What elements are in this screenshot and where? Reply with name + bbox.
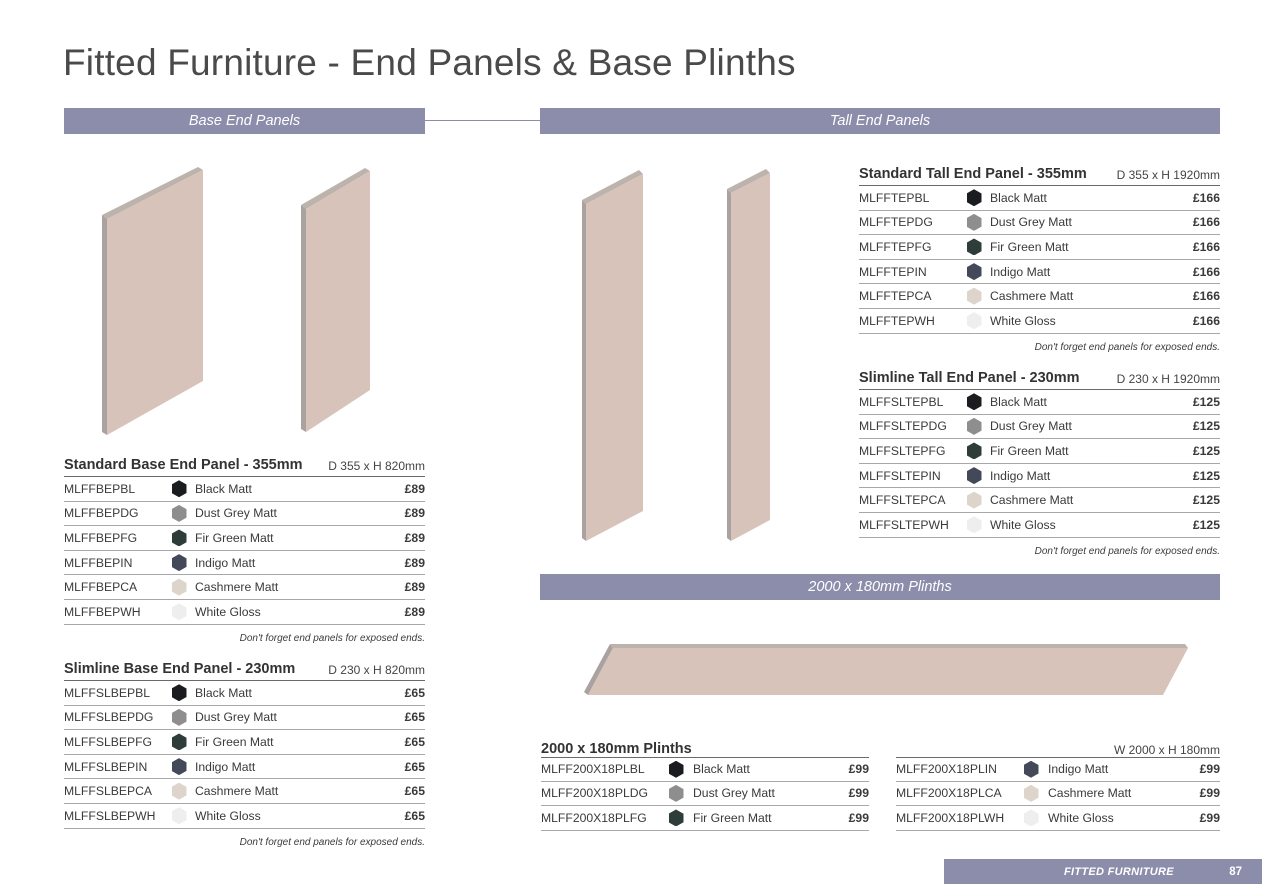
colour-swatch-icon [172, 733, 187, 750]
product-code: MLFFSLBEPBL [64, 685, 151, 700]
price: £166 [1192, 215, 1220, 230]
colour-swatch-icon [669, 761, 684, 778]
colour-swatch-icon [172, 505, 187, 522]
product-code: MLFF200X18PLBL [541, 762, 645, 777]
colour-name: Fir Green Matt [990, 239, 1069, 254]
colour-name: Black Matt [693, 762, 750, 777]
price: £89 [404, 506, 425, 521]
table-header [64, 659, 425, 681]
price: £166 [1192, 239, 1220, 254]
product-code: MLFFSLBEPDG [64, 710, 154, 725]
price: £166 [1192, 289, 1220, 304]
table-row [859, 309, 1220, 334]
table-row [859, 284, 1220, 309]
band-connector-line [425, 120, 540, 121]
swatch-cell [959, 418, 989, 435]
standard-tall-panel-image [575, 165, 650, 547]
product-code: MLFFBEPFG [64, 530, 138, 545]
price: £166 [1192, 264, 1220, 279]
product-code: MLFFBEPCA [64, 580, 138, 595]
swatch-cell [1018, 809, 1044, 826]
price: £89 [404, 555, 425, 570]
band-plinths: 2000 x 180mm Plinths [540, 574, 1220, 600]
colour-name: Indigo Matt [990, 264, 1051, 279]
price: £99 [1199, 786, 1220, 801]
table-title: Standard Base End Panel - 355mm [64, 457, 303, 473]
product-code: MLFFBEPWH [64, 604, 141, 619]
price: £99 [1199, 762, 1220, 777]
price: £125 [1192, 468, 1220, 483]
table-header [859, 368, 1220, 390]
swatch-cell [959, 492, 989, 509]
colour-name: Cashmere Matt [195, 784, 279, 799]
product-code: MLFFBEPBL [64, 481, 136, 496]
product-code: MLFF200X18PLIN [896, 762, 997, 777]
swatch-cell [164, 505, 194, 522]
colour-swatch-icon [967, 238, 982, 255]
product-code: MLFF200X18PLWH [896, 810, 1005, 825]
swatch-cell [959, 189, 989, 206]
table-row [64, 730, 425, 755]
swatch-cell [164, 684, 194, 701]
colour-swatch-icon [172, 684, 187, 701]
colour-swatch-icon [967, 393, 982, 410]
colour-swatch-icon [172, 709, 187, 726]
table-header [859, 164, 1220, 186]
table-row [64, 551, 425, 576]
table-row [64, 526, 425, 551]
table-row [541, 782, 869, 807]
colour-swatch-icon [967, 214, 982, 231]
product-code: MLFFBEPIN [64, 555, 133, 570]
table-header [64, 455, 425, 477]
price: £99 [848, 762, 869, 777]
slimline-base-end-panel-table [64, 659, 425, 848]
swatch-cell [164, 733, 194, 750]
price: £125 [1192, 517, 1220, 532]
standard-base-panel-image [95, 160, 210, 440]
plinths-table-header [541, 735, 1220, 757]
band-tall-end-panels: Tall End Panels [540, 108, 1220, 134]
exposed-ends-note: Don't forget end panels for exposed ends. [239, 836, 425, 848]
table-row [64, 600, 425, 625]
plinths-table-right [896, 757, 1220, 831]
table-row [859, 464, 1220, 489]
colour-name: Dust Grey Matt [195, 506, 277, 521]
product-code: MLFFSLBEPIN [64, 759, 148, 774]
table-rows [859, 390, 1220, 538]
price: £166 [1192, 190, 1220, 205]
swatch-cell [959, 393, 989, 410]
colour-name: Black Matt [990, 394, 1047, 409]
swatch-cell [959, 442, 989, 459]
colour-swatch-icon [967, 189, 982, 206]
swatch-cell [164, 709, 194, 726]
colour-name: Cashmere Matt [990, 289, 1074, 304]
page-title: Fitted Furniture - End Panels & Base Plinths [63, 42, 796, 83]
colour-swatch-icon [967, 312, 982, 329]
product-code: MLFFTEPBL [859, 190, 930, 205]
colour-name: Cashmere Matt [1048, 786, 1132, 801]
exposed-ends-note: Don't forget end panels for exposed ends. [1034, 545, 1220, 557]
swatch-cell [164, 579, 194, 596]
price: £99 [1199, 810, 1220, 825]
price: £125 [1192, 394, 1220, 409]
table-title: Standard Tall End Panel - 355mm [859, 166, 1087, 182]
colour-swatch-icon [172, 529, 187, 546]
plinth-top-edge [610, 644, 1188, 648]
price: £65 [404, 734, 425, 749]
colour-name: Black Matt [990, 190, 1047, 205]
swatch-cell [663, 785, 689, 802]
price: £125 [1192, 493, 1220, 508]
colour-swatch-icon [172, 807, 187, 824]
colour-swatch-icon [967, 418, 982, 435]
colour-name: Indigo Matt [990, 468, 1051, 483]
table-dimensions: D 230 x H 820mm [328, 663, 425, 677]
product-code: MLFFSLTEPDG [859, 419, 947, 434]
panel-side-edge [727, 189, 731, 541]
table-row [859, 513, 1220, 538]
footer-section-label: FITTED FURNITURE [1064, 865, 1174, 878]
swatch-cell [959, 312, 989, 329]
price: £89 [404, 604, 425, 619]
price: £125 [1192, 443, 1220, 458]
price: £99 [848, 810, 869, 825]
colour-swatch-icon [967, 442, 982, 459]
swatch-cell [959, 516, 989, 533]
table-row [541, 806, 869, 831]
table-row [64, 706, 425, 731]
colour-name: Cashmere Matt [195, 580, 279, 595]
page-number: 87 [1229, 865, 1242, 878]
swatch-cell [663, 809, 689, 826]
table-row [859, 235, 1220, 260]
colour-swatch-icon [967, 467, 982, 484]
colour-swatch-icon [172, 783, 187, 800]
panel-side-edge [102, 215, 107, 435]
table-title: Slimline Base End Panel - 230mm [64, 661, 296, 677]
colour-swatch-icon [967, 288, 982, 305]
colour-swatch-icon [172, 554, 187, 571]
swatch-cell [164, 758, 194, 775]
colour-name: Fir Green Matt [990, 443, 1069, 458]
product-code: MLFFBEPDG [64, 506, 139, 521]
product-code: MLFFSLBEPWH [64, 808, 156, 823]
price: £65 [404, 759, 425, 774]
swatch-cell [164, 480, 194, 497]
colour-swatch-icon [669, 809, 684, 826]
colour-name: Black Matt [195, 481, 252, 496]
table-dimensions: D 230 x H 1920mm [1116, 372, 1220, 386]
exposed-ends-note: Don't forget end panels for exposed ends. [239, 632, 425, 644]
slimline-tall-panel-image [722, 165, 777, 547]
swatch-cell [164, 554, 194, 571]
colour-name: White Gloss [990, 517, 1056, 532]
swatch-cell [1018, 785, 1044, 802]
table-title: Slimline Tall End Panel - 230mm [859, 370, 1080, 386]
swatch-cell [663, 761, 689, 778]
table-row [64, 477, 425, 502]
price: £125 [1192, 419, 1220, 434]
colour-swatch-icon [172, 758, 187, 775]
swatch-cell [164, 529, 194, 546]
band-base-end-panels: Base End Panels [64, 108, 425, 134]
panel-face [586, 174, 643, 541]
product-code: MLFF200X18PLFG [541, 810, 647, 825]
colour-swatch-icon [967, 492, 982, 509]
table-row [859, 390, 1220, 415]
table-row [859, 186, 1220, 211]
panel-face [306, 171, 370, 432]
table-row [896, 757, 1220, 782]
exposed-ends-note: Don't forget end panels for exposed ends. [1034, 341, 1220, 353]
colour-name: Dust Grey Matt [990, 215, 1072, 230]
price: £65 [404, 808, 425, 823]
swatch-cell [164, 603, 194, 620]
product-code: MLFFTEPDG [859, 215, 933, 230]
colour-swatch-icon [1024, 761, 1039, 778]
colour-swatch-icon [1024, 785, 1039, 802]
product-code: MLFFTEPFG [859, 239, 932, 254]
colour-name: White Gloss [195, 808, 261, 823]
swatch-cell [959, 288, 989, 305]
colour-name: Fir Green Matt [195, 734, 274, 749]
product-code: MLFFTEPCA [859, 289, 932, 304]
table-title: 2000 x 180mm Plinths [541, 741, 692, 757]
product-code: MLFF200X18PLCA [896, 786, 1002, 801]
plinth-image [580, 638, 1195, 700]
table-rows [64, 477, 425, 625]
swatch-cell [164, 783, 194, 800]
table-rows [859, 186, 1220, 334]
product-code: MLFFSLBEPCA [64, 784, 153, 799]
footer-tab [944, 859, 1262, 884]
table-row [859, 488, 1220, 513]
product-code: MLFFSLTEPIN [859, 468, 941, 483]
colour-swatch-icon [172, 480, 187, 497]
price: £65 [404, 784, 425, 799]
colour-swatch-icon [967, 263, 982, 280]
price: £89 [404, 530, 425, 545]
colour-name: White Gloss [990, 313, 1056, 328]
product-code: MLFFSLTEPWH [859, 517, 949, 532]
colour-swatch-icon [172, 579, 187, 596]
colour-swatch-icon [967, 516, 982, 533]
colour-name: Dust Grey Matt [195, 710, 277, 725]
table-row [541, 757, 869, 782]
product-code: MLFF200X18PLDG [541, 786, 649, 801]
table-dimensions: W 2000 x H 180mm [1113, 743, 1220, 757]
colour-name: Fir Green Matt [195, 530, 274, 545]
price: £166 [1192, 313, 1220, 328]
price: £65 [404, 710, 425, 725]
swatch-cell [959, 214, 989, 231]
swatch-cell [959, 263, 989, 280]
product-code: MLFFSLBEPFG [64, 734, 153, 749]
panel-face [731, 173, 770, 541]
plinth-face [588, 648, 1188, 695]
table-row [64, 502, 425, 527]
colour-name: Cashmere Matt [990, 493, 1074, 508]
table-rows [64, 681, 425, 829]
swatch-cell [164, 807, 194, 824]
colour-name: Dust Grey Matt [990, 419, 1072, 434]
table-row [64, 755, 425, 780]
table-row [64, 804, 425, 829]
product-code: MLFFTEPWH [859, 313, 935, 328]
colour-name: Fir Green Matt [693, 810, 772, 825]
table-row [64, 681, 425, 706]
plinths-table-left [541, 757, 869, 831]
table-row [859, 415, 1220, 440]
colour-swatch-icon [669, 785, 684, 802]
swatch-cell [1018, 761, 1044, 778]
table-row [859, 211, 1220, 236]
colour-name: Indigo Matt [195, 555, 256, 570]
price: £89 [404, 481, 425, 496]
standard-base-end-panel-table [64, 455, 425, 644]
product-code: MLFFSLTEPCA [859, 493, 946, 508]
price: £99 [848, 786, 869, 801]
colour-name: White Gloss [1048, 810, 1114, 825]
slimline-tall-end-panel-table [859, 368, 1220, 557]
table-row [896, 782, 1220, 807]
panel-side-edge [582, 200, 586, 541]
standard-tall-end-panel-table [859, 164, 1220, 353]
swatch-cell [959, 238, 989, 255]
colour-swatch-icon [1024, 809, 1039, 826]
slimline-base-panel-image [295, 160, 375, 440]
product-code: MLFFSLTEPBL [859, 394, 944, 409]
panel-side-edge [301, 205, 306, 432]
table-dimensions: D 355 x H 820mm [328, 459, 425, 473]
product-code: MLFFTEPIN [859, 264, 927, 279]
colour-name: Indigo Matt [1048, 762, 1109, 777]
table-row [64, 575, 425, 600]
table-row [896, 806, 1220, 831]
price: £65 [404, 685, 425, 700]
colour-name: Dust Grey Matt [693, 786, 775, 801]
swatch-cell [959, 467, 989, 484]
table-row [859, 260, 1220, 285]
colour-swatch-icon [172, 603, 187, 620]
table-row [64, 779, 425, 804]
table-row [859, 439, 1220, 464]
colour-name: White Gloss [195, 604, 261, 619]
colour-name: Black Matt [195, 685, 252, 700]
colour-name: Indigo Matt [195, 759, 256, 774]
table-dimensions: D 355 x H 1920mm [1116, 168, 1220, 182]
price: £89 [404, 580, 425, 595]
product-code: MLFFSLTEPFG [859, 443, 946, 458]
